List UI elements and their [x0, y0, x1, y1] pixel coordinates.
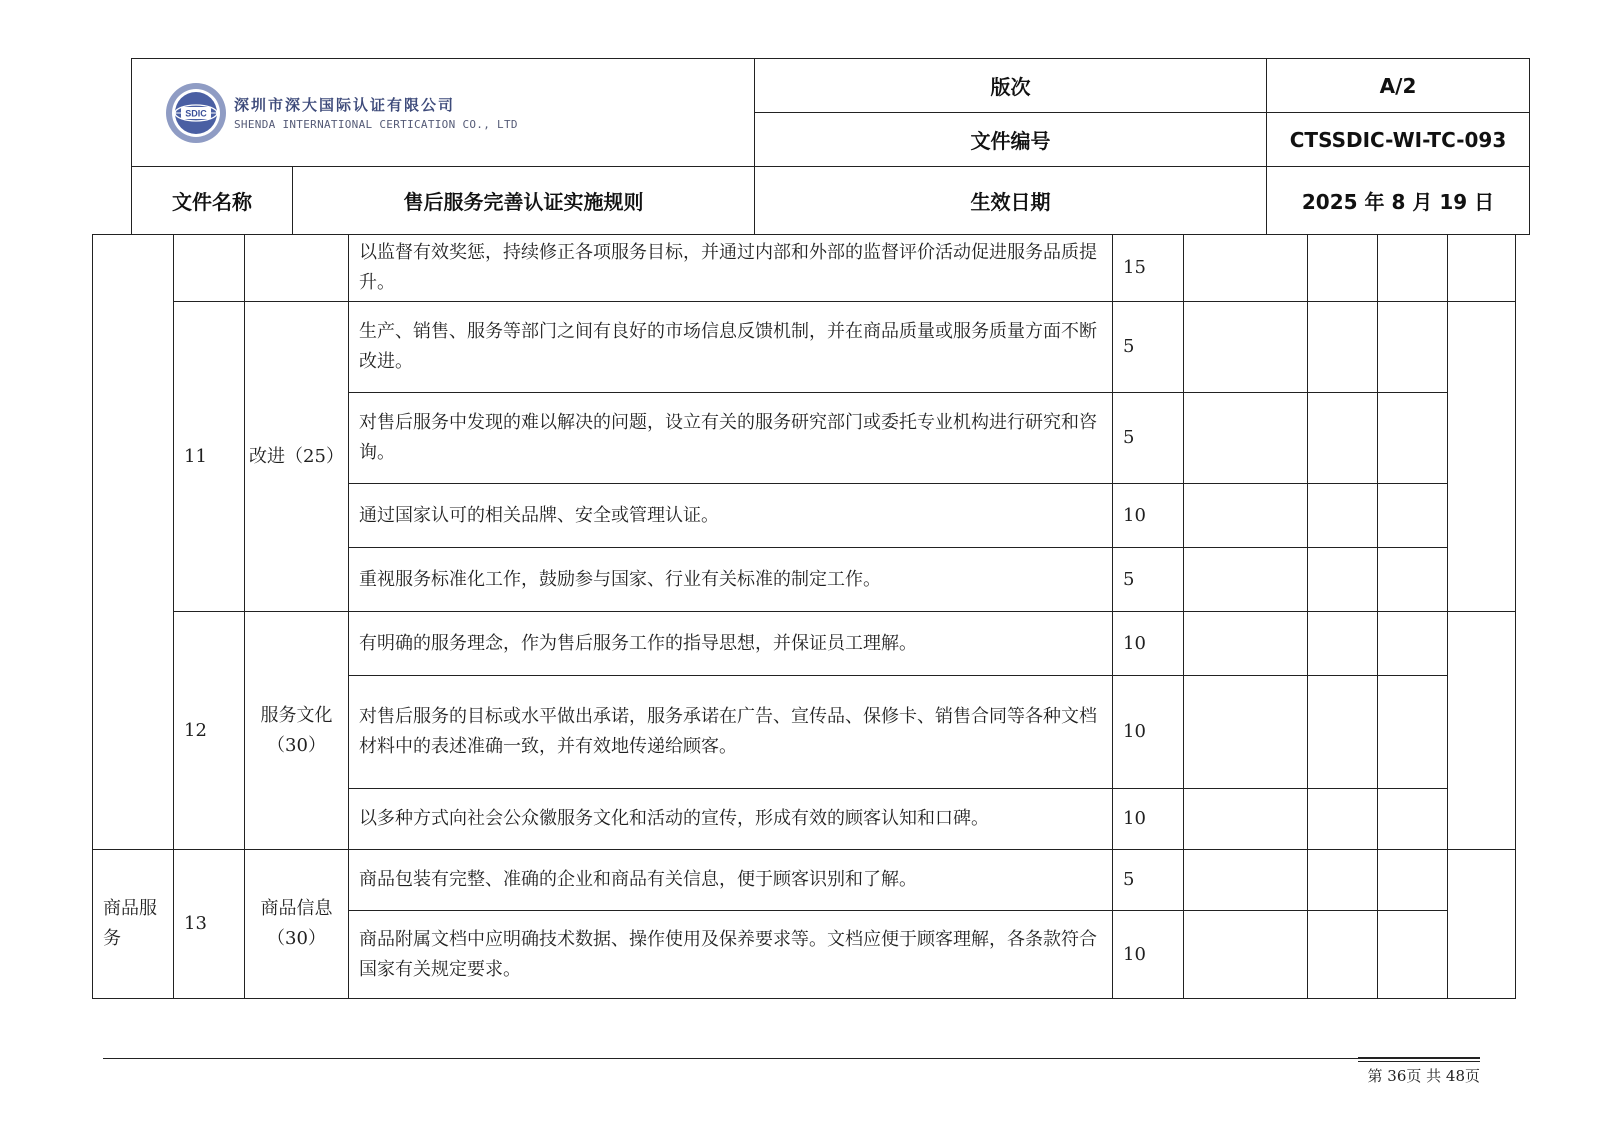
item-score: 5 [1113, 548, 1184, 612]
item-score: 15 [1113, 235, 1184, 302]
category-cell-empty [93, 235, 174, 850]
table-row [93, 302, 1516, 393]
doc-number-label: 文件编号 [755, 113, 1267, 167]
item-score: 10 [1113, 484, 1184, 548]
table-row [93, 235, 1516, 302]
table-row [93, 612, 1516, 676]
company-name-cn: 深圳市深大国际认证有限公司 [234, 96, 456, 114]
doc-name-label: 文件名称 [132, 167, 293, 235]
item-description: 对售后服务的目标或水平做出承诺，服务承诺在广告、宣传品、保修卡、销售合同等各种文档材料中的表述准确一致，并有效地传递给顾客。 [349, 676, 1113, 789]
item-score: 10 [1113, 676, 1184, 789]
group-number: 12 [174, 612, 245, 850]
category-name: 商品服务 [93, 850, 174, 999]
svg-text:SDIC: SDIC [185, 108, 207, 118]
item-score: 5 [1113, 850, 1184, 911]
item-description: 商品附属文档中应明确技术数据、操作使用及保养要求等。文档应便于顾客理解，各条款符合国家有关规定要求。 [349, 911, 1113, 999]
item-description: 重视服务标准化工作，鼓励参与国家、行业有关标准的制定工作。 [349, 548, 1113, 612]
version-value: A/2 [1267, 59, 1530, 113]
document-header [131, 58, 1530, 235]
item-description: 生产、销售、服务等部门之间有良好的市场信息反馈机制，并在商品质量或服务质量方面不断改进。 [349, 302, 1113, 393]
version-label: 版次 [755, 59, 1267, 113]
effective-date-label: 生效日期 [755, 167, 1267, 235]
group-number: 13 [174, 850, 245, 999]
footer-double-rule [1358, 1057, 1480, 1062]
item-score: 5 [1113, 393, 1184, 484]
table-row [93, 850, 1516, 911]
scoring-table [92, 234, 1516, 999]
group-name: 服务文化（30） [245, 612, 349, 850]
item-score: 10 [1113, 789, 1184, 850]
company-seal-icon [164, 81, 228, 145]
company-name-en: SHENDA INTERNATIONAL CERTICATION CO., LTD [234, 118, 518, 131]
item-description: 通过国家认可的相关品牌、安全或管理认证。 [349, 484, 1113, 548]
item-description: 以多种方式向社会公众徽服务文化和活动的宣传，形成有效的顾客认知和口碑。 [349, 789, 1113, 850]
page-number: 第 36页 共 48页 [1367, 1067, 1480, 1085]
group-number: 11 [174, 302, 245, 612]
company-logo-block [132, 59, 755, 167]
item-description: 有明确的服务理念，作为售后服务工作的指导思想，并保证员工理解。 [349, 612, 1113, 676]
doc-number-value: CTSSDIC-WI-TC-093 [1267, 113, 1530, 167]
effective-date-value: 2025 年 8 月 19 日 [1267, 167, 1530, 235]
item-description: 商品包装有完整、准确的企业和商品有关信息，便于顾客识别和了解。 [349, 850, 1113, 911]
doc-name-value: 售后服务完善认证实施规则 [293, 167, 755, 235]
item-score: 10 [1113, 612, 1184, 676]
item-score: 10 [1113, 911, 1184, 999]
group-name: 改进（25） [245, 302, 349, 612]
group-name: 商品信息（30） [245, 850, 349, 999]
item-description: 对售后服务中发现的难以解决的问题，设立有关的服务研究部门或委托专业机构进行研究和咨询。 [349, 393, 1113, 484]
footer-rule [103, 1058, 1480, 1059]
item-description: 以监督有效奖惩，持续修正各项服务目标，并通过内部和外部的监督评价活动促进服务品质提升。 [349, 235, 1113, 302]
item-score: 5 [1113, 302, 1184, 393]
